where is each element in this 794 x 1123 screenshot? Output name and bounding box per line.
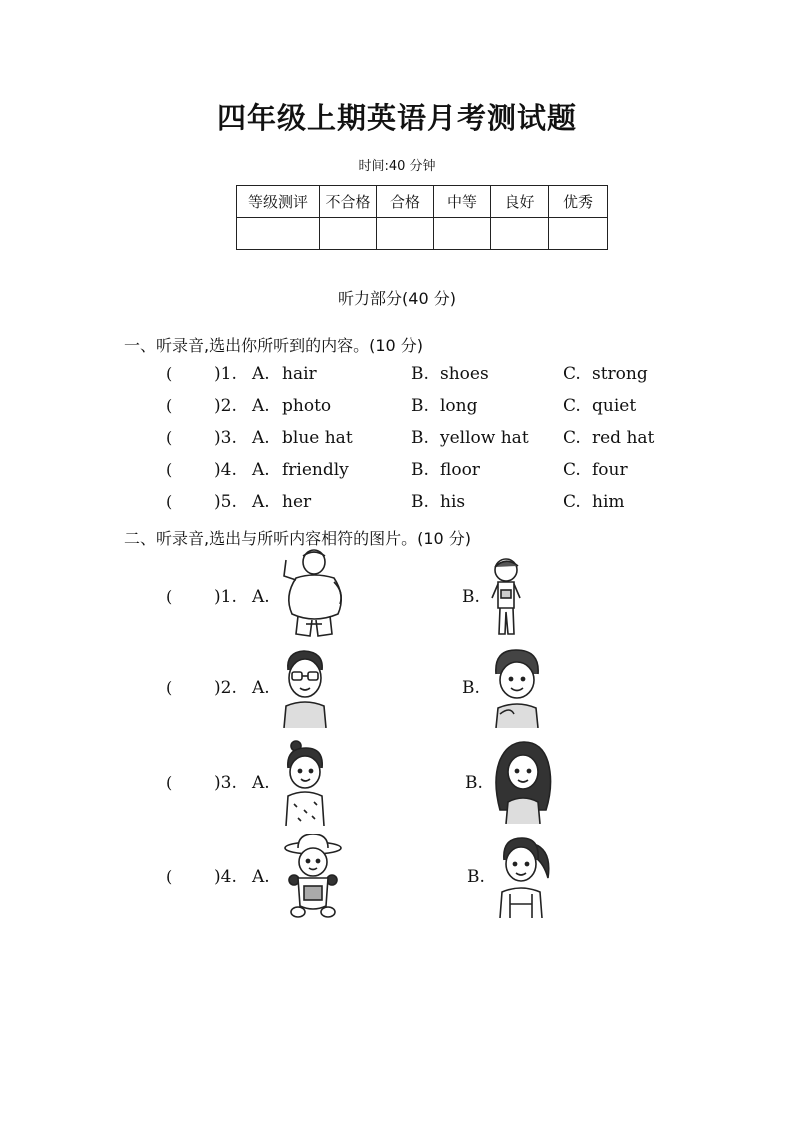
question-row: [0, 428, 794, 452]
option-a-label: A.: [252, 773, 270, 793]
option-a-label: A.: [252, 364, 270, 384]
grade-blank-cell[interactable]: [434, 218, 491, 250]
option-a-label: A.: [252, 396, 270, 416]
grade-table-blank-row: [237, 218, 608, 250]
option-b-label: B.: [462, 678, 480, 698]
question-number: )2.: [214, 678, 237, 698]
answer-paren[interactable]: (: [166, 678, 173, 697]
answer-paren[interactable]: (: [166, 492, 173, 511]
grade-cell-pass: 合格: [377, 186, 434, 218]
option-b-label: B.: [411, 492, 429, 512]
picture-question-row: [0, 773, 794, 797]
option-a-label: A.: [252, 587, 270, 607]
grade-table: [236, 185, 608, 250]
thin-boy-picture[interactable]: [484, 556, 530, 640]
grade-cell-label: 等级测评: [237, 186, 320, 218]
picture-question-row: [0, 587, 794, 611]
option-a-text: her: [282, 492, 312, 512]
option-b-label: B.: [465, 773, 483, 793]
option-a-label: A.: [252, 428, 270, 448]
grade-blank-cell[interactable]: [491, 218, 549, 250]
question-number: )2.: [214, 396, 237, 416]
option-c-label: C.: [563, 492, 581, 512]
hat-girl-picture[interactable]: [282, 834, 344, 918]
option-c-label: C.: [563, 364, 581, 384]
grade-blank-cell[interactable]: [549, 218, 608, 250]
option-b-label: B.: [411, 364, 429, 384]
option-c-text: him: [592, 492, 625, 512]
option-a-text: friendly: [282, 460, 349, 480]
option-a-text: blue hat: [282, 428, 353, 448]
option-b-text: shoes: [440, 364, 489, 384]
question-number: )4.: [214, 867, 237, 887]
long-hair-girl-picture[interactable]: [492, 740, 554, 824]
answer-paren[interactable]: (: [166, 396, 173, 415]
option-b-text: floor: [440, 460, 480, 480]
grade-cell-medium: 中等: [434, 186, 491, 218]
question-number: )5.: [214, 492, 237, 512]
option-b-text: yellow hat: [440, 428, 529, 448]
part2-heading: 二、听录音,选出与所听内容相符的图片。(10 分): [124, 529, 472, 548]
grade-blank-cell[interactable]: [377, 218, 434, 250]
option-c-label: C.: [563, 396, 581, 416]
boy-picture[interactable]: [490, 648, 544, 728]
grade-blank-cell[interactable]: [237, 218, 320, 250]
option-b-label: B.: [411, 396, 429, 416]
option-c-text: strong: [592, 364, 648, 384]
option-c-text: quiet: [592, 396, 637, 416]
glasses-boy-picture[interactable]: [280, 648, 330, 728]
question-number: )1.: [214, 587, 237, 607]
question-row: [0, 492, 794, 516]
picture-question-row: [0, 678, 794, 702]
picture-question-row: [0, 867, 794, 891]
option-c-text: four: [592, 460, 628, 480]
question-number: )3.: [214, 773, 237, 793]
question-row: [0, 460, 794, 484]
grade-blank-cell[interactable]: [320, 218, 377, 250]
short-hair-girl-picture[interactable]: [280, 740, 330, 826]
part1-heading: 一、听录音,选出你所听到的内容。(10 分): [124, 336, 424, 355]
option-a-text: photo: [282, 396, 332, 416]
question-number: )3.: [214, 428, 237, 448]
option-b-label: B.: [467, 867, 485, 887]
listening-heading: 听力部分(40 分): [338, 289, 456, 308]
question-number: )4.: [214, 460, 237, 480]
option-a-label: A.: [252, 678, 270, 698]
option-b-label: B.: [462, 587, 480, 607]
question-row: [0, 396, 794, 420]
page-title: 四年级上期英语月考测试题: [216, 101, 577, 135]
question-row: [0, 364, 794, 388]
ponytail-girl-picture[interactable]: [494, 834, 552, 918]
grade-cell-excellent: 优秀: [549, 186, 608, 218]
option-b-text: long: [440, 396, 478, 416]
question-number: )1.: [214, 364, 237, 384]
option-a-text: hair: [282, 364, 317, 384]
fat-man-picture[interactable]: [276, 548, 352, 640]
answer-paren[interactable]: (: [166, 867, 173, 886]
answer-paren[interactable]: (: [166, 364, 173, 383]
option-a-label: A.: [252, 492, 270, 512]
option-c-label: C.: [563, 460, 581, 480]
exam-time: 时间:40 分钟: [358, 159, 436, 174]
option-b-label: B.: [411, 428, 429, 448]
option-b-label: B.: [411, 460, 429, 480]
grade-cell-fail: 不合格: [320, 186, 377, 218]
option-a-label: A.: [252, 460, 270, 480]
answer-paren[interactable]: (: [166, 587, 173, 606]
grade-table-header-row: [237, 186, 608, 218]
answer-paren[interactable]: (: [166, 428, 173, 447]
option-b-text: his: [440, 492, 466, 512]
answer-paren[interactable]: (: [166, 460, 173, 479]
option-a-label: A.: [252, 867, 270, 887]
grade-cell-good: 良好: [491, 186, 549, 218]
option-c-label: C.: [563, 428, 581, 448]
answer-paren[interactable]: (: [166, 773, 173, 792]
option-c-text: red hat: [592, 428, 655, 448]
